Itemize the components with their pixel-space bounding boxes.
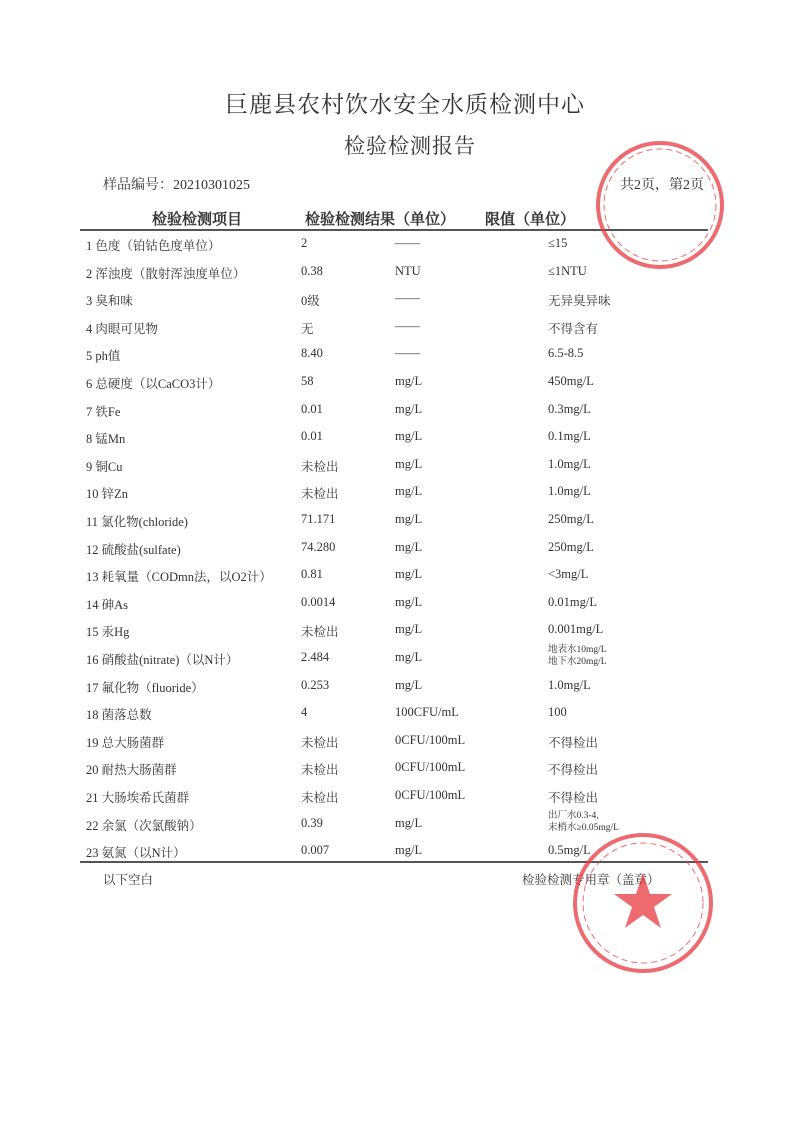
row-unit: —— (395, 346, 420, 361)
row-item: 2 浑浊度（散射浑浊度单位） (86, 266, 246, 281)
row-item: 7 铁Fe (86, 404, 121, 419)
row-result: 0级 (301, 294, 320, 309)
row-limit: <3mg/L (548, 567, 589, 582)
row-result: 未检出 (301, 625, 339, 640)
row-item: 3 臭和味 (86, 294, 133, 309)
page-count: 共2页，第2页 (620, 178, 704, 193)
row-result: 2 (301, 236, 308, 250)
row-item: 4 肉眼可见物 (86, 321, 158, 336)
row-unit: mg/L (395, 512, 423, 526)
table-row (0, 374, 800, 401)
row-unit: 0CFU/100mL (395, 788, 466, 802)
row-limit: 无异臭异味 (548, 294, 611, 309)
sample-number (103, 174, 250, 194)
col-header-item: 检验检测项目 (152, 212, 243, 228)
row-unit: mg/L (395, 594, 423, 609)
row-limit: 不得含有 (548, 321, 599, 336)
row-limit: 1.0mg/L (548, 677, 591, 692)
row-limit: 0.5mg/L (548, 843, 591, 858)
row-limit: 250mg/L (548, 512, 594, 526)
row-limit: 6.5-8.5 (548, 346, 584, 361)
row-unit: mg/L (395, 815, 423, 830)
table-row (0, 346, 800, 373)
row-result: 未检出 (301, 735, 339, 750)
row-unit: mg/L (395, 429, 423, 444)
seal-stamp-top (590, 135, 730, 275)
row-item: 19 总大肠菌群 (86, 735, 165, 750)
org-title: 巨鹿县农村饮水安全水质检测中心 (225, 92, 585, 118)
row-item: 5 ph值 (86, 349, 121, 364)
row-item: 13 耗氧量（CODmn法，以O2计） (86, 570, 272, 585)
row-unit: mg/L (395, 539, 423, 554)
row-result: 0.253 (301, 677, 330, 692)
row-limit: 0.1mg/L (548, 429, 591, 444)
row-item: 23 氨氮（以N计） (86, 846, 186, 861)
row-result: 71.171 (301, 512, 336, 526)
row-result: 0.0014 (301, 594, 336, 609)
row-item: 11 氯化物(chloride) (86, 515, 188, 529)
row-unit: —— (395, 236, 420, 250)
row-limit-line: 地表水10mg/L (548, 645, 607, 655)
col-header-limit: 限值（单位） (485, 212, 576, 228)
row-item: 12 硫酸盐(sulfate) (86, 542, 181, 557)
row-limit: 不得检出 (548, 791, 599, 805)
row-item: 6 总硬度（以CaCO3计） (86, 377, 221, 391)
blank-below-note: 以下空白 (103, 873, 154, 887)
row-item: 10 锌Zn (86, 487, 129, 502)
row-result: 74.280 (301, 539, 336, 554)
row-unit: mg/L (395, 677, 423, 692)
row-limit: 100 (548, 705, 567, 720)
row-result: 无 (301, 321, 314, 336)
row-result: 未检出 (301, 791, 339, 805)
row-result: 58 (301, 374, 314, 388)
row-limit: 250mg/L (548, 539, 594, 554)
row-unit: —— (395, 318, 420, 333)
row-limit: 不得检出 (548, 763, 599, 778)
sample-label: 样品编号： (103, 178, 173, 193)
row-unit: mg/L (395, 484, 423, 499)
row-unit: mg/L (395, 567, 423, 582)
table-row (0, 645, 800, 677)
row-item: 15 汞Hg (86, 625, 130, 640)
seal-star-icon (614, 873, 672, 928)
seal-note: 检验检测专用章（盖章） (522, 873, 660, 887)
row-unit: NTU (395, 263, 421, 278)
row-unit: mg/L (395, 622, 423, 637)
row-result: 4 (301, 705, 308, 720)
row-limit: 0.01mg/L (548, 594, 597, 609)
row-limit: 不得检出 (548, 735, 599, 750)
table-row (0, 291, 800, 318)
row-result: 未检出 (301, 487, 339, 502)
table-row (0, 457, 800, 484)
table-row (0, 484, 800, 511)
table-row (0, 540, 800, 567)
row-unit: mg/L (395, 456, 423, 471)
row-result: 8.40 (301, 346, 323, 361)
row-limit: 1.0mg/L (548, 456, 591, 471)
row-unit: 0CFU/100mL (395, 760, 466, 775)
row-limit (548, 644, 607, 668)
row-unit: 0CFU/100mL (395, 732, 466, 747)
table-row (0, 512, 800, 539)
row-item: 9 铜Cu (86, 459, 123, 474)
row-result: 0.38 (301, 263, 323, 278)
row-result: 0.007 (301, 843, 330, 858)
row-item: 21 大肠埃希氏菌群 (86, 791, 190, 805)
row-item: 16 硝酸盐(nitrate)（以N计） (86, 653, 239, 667)
row-result: 0.01 (301, 401, 323, 416)
table-row (0, 622, 800, 649)
row-limit: ≤15 (548, 236, 568, 250)
row-result: 2.484 (301, 650, 330, 664)
table-row (0, 760, 800, 787)
row-item: 1 色度（铂钴色度单位） (86, 239, 221, 253)
row-limit-line: 出厂水0.3-4, (548, 810, 599, 821)
row-limit-line: 地下水20mg/L (548, 657, 607, 667)
table-row (0, 733, 800, 760)
row-unit: —— (395, 291, 420, 306)
row-item: 18 菌落总数 (86, 708, 152, 723)
row-limit: 450mg/L (548, 374, 594, 388)
table-row (0, 678, 800, 705)
row-result: 0.81 (301, 567, 323, 582)
row-limit-line: 末梢水≥0.05mg/L (548, 822, 619, 833)
row-unit: mg/L (395, 401, 423, 416)
table-row (0, 319, 800, 346)
row-item: 14 砷As (86, 597, 129, 612)
sample-value: 20210301025 (173, 178, 250, 193)
row-item: 17 氟化物（fluoride） (86, 680, 204, 695)
row-result: 未检出 (301, 763, 339, 778)
row-item: 8 锰Mn (86, 432, 126, 447)
row-item: 20 耐热大肠菌群 (86, 763, 177, 778)
table-row (0, 402, 800, 429)
col-header-result: 检验检测结果（单位） (305, 212, 456, 228)
table-row (0, 567, 800, 594)
row-unit: 100CFU/mL (395, 705, 459, 720)
table-row (0, 705, 800, 732)
row-limit: 1.0mg/L (548, 484, 591, 499)
row-limit: 0.001mg/L (548, 622, 604, 637)
row-result: 0.01 (301, 429, 323, 444)
table-row (0, 429, 800, 456)
row-limit: ≤1NTU (548, 263, 587, 278)
row-result: 未检出 (301, 459, 339, 474)
table-row (0, 595, 800, 622)
row-unit: mg/L (395, 374, 423, 388)
seal-stamp-bottom (568, 828, 718, 978)
table-row (0, 788, 800, 815)
report-title: 检验检测报告 (344, 134, 476, 158)
row-item: 22 余氯（次氯酸钠） (86, 818, 202, 833)
row-limit: 0.3mg/L (548, 401, 591, 416)
row-unit: mg/L (395, 843, 423, 858)
row-result: 0.39 (301, 815, 323, 830)
row-unit: mg/L (395, 650, 423, 664)
